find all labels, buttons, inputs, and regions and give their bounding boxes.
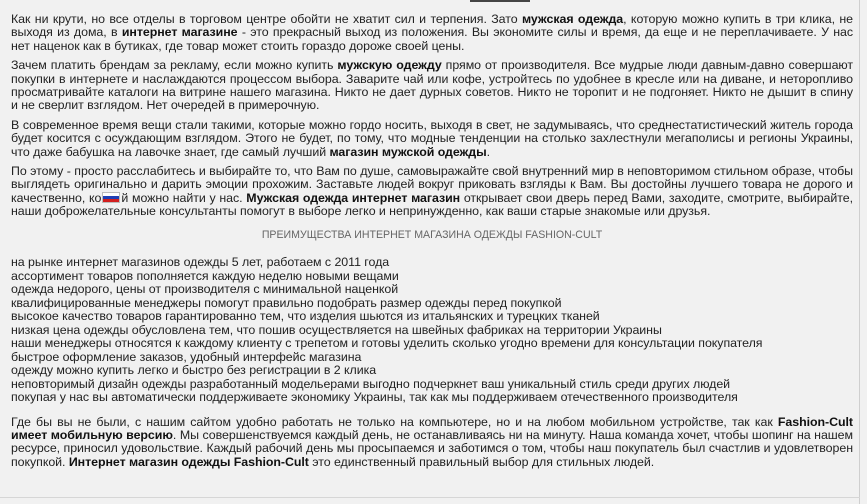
intro-paragraph-2 xyxy=(11,59,853,113)
text-span: . Мы совершенствуемся каждый день, не останавливаясь ни на минуту. Наша команда хочет, чтобы шопинг на нашем ресурсе, приносил удовольствие. Каждый рабочий день мы просыпаемся и заботимся о том, чтобы наш покупатель был счастлив и удовлетворен покупкой. xyxy=(11,428,853,469)
text-span: В современное время вещи стали такими, которые можно гордо носить, выходя в свет, не задумываясь, что среднестатистический житель города будет косится с осуждающим взглядом. Этого не будет, по тому, что модные тенденции на столько захлестнули мегаполисы и регионы Украины, что даже бабушка на лавочке знает, где самый лучший xyxy=(11,117,853,159)
list-item: наши менеджеры относятся к каждому клиенту с трепетом и готовы уделить сколько угодно времени для консультации покупателя xyxy=(11,336,763,351)
features-list xyxy=(11,256,853,405)
bold-keyword: интернет магазине xyxy=(121,25,238,40)
text-span: это единственный правильный выбор для стильных людей. xyxy=(308,454,655,469)
closing-paragraph xyxy=(11,416,853,470)
seo-article xyxy=(11,13,853,475)
list-item: неповторимый дизайн одежды разработанный модельерами выгодно подчеркнет ваш уникальный стиль среди других людей xyxy=(11,376,731,391)
intro-paragraph-1 xyxy=(11,13,853,53)
text-span: . xyxy=(486,144,491,159)
bottom-divider xyxy=(0,497,860,498)
text-span: й можно найти у нас. xyxy=(121,190,247,205)
text-span: прямо от производителя. Все мудрые люди давным-давно совершают покупки в интернете и наслаждаются процессом выбора. Заварите чай или кофе, устройтесь по удобнее в кресле или на диване, и неторопливо просматривайте каталоги на витрине нашего магазина. Никто не дает дурных советов. Никто не торопит и не подгоняет. Никто не дышит в спину и не сверлит взглядом. Нет очередей в примерочную. xyxy=(11,58,854,113)
text-span: Зачем платить брендам за рекламу, если можно купить xyxy=(11,58,338,73)
list-item: покупая у нас вы автоматически поддерживаете экономику Украины, так как мы поддерживаем отечественного производителя xyxy=(11,390,738,405)
clipped-heading-fragment xyxy=(470,0,530,2)
bold-keyword: мужская одежда xyxy=(521,12,624,26)
list-item: ассортимент товаров пополняется каждую неделю новыми вещами xyxy=(11,268,399,283)
list-item: квалифицированные менеджеры помогут правильно подобрать размер одежды перед покупкой xyxy=(11,295,562,310)
bold-keyword: мужскую одежду xyxy=(337,58,442,73)
bold-keyword: Fashion-Cult имеет мобильную версию xyxy=(11,414,853,442)
list-item: низкая цена одежды обусловлена тем, что пошив осуществляется на швейных фабриках на территории Украины xyxy=(11,322,662,337)
text-span: открывает свои дверь перед Вами, заходите, смотрите, выбирайте, наши доброжелательные консультанты помогут в выборе легко и непринужденно, как ваши старые знакомые или друзья. xyxy=(11,190,853,219)
text-span: - это прекрасный выход из положения. Вы экономите силы и время, да еще и не переплачиваете. У нас нет наценок как в бутиках, где товар может стоить гораздо дороже своей цены. xyxy=(11,25,854,53)
list-item: на рынке интернет магазинов одежды 5 лет, работаем с 2011 года xyxy=(11,255,390,270)
list-item: быстрое оформление заказов, удобный интерфейс магазина xyxy=(11,349,362,364)
intro-paragraph-4 xyxy=(11,165,853,219)
text-span: Где бы вы не были, с нашим сайтом удобно работать не только на компьютере, но и на любом мобильном устройстве, так как xyxy=(11,414,778,429)
bold-keyword: Интернет магазин одежды Fashion-Cult xyxy=(68,454,309,469)
bold-keyword: Мужская одежда интернет магазин xyxy=(246,190,461,205)
list-item: высокое качество товаров гарантированно тем, что изделия шьются из итальянских и турецких тканей xyxy=(11,309,600,324)
text-span: , которую можно купить в три клика, не выходя из дома, в xyxy=(11,12,854,40)
list-item: одежду можно купить легко и быстро без регистрации в 2 клика xyxy=(11,363,377,378)
list-item: одежда недорого, цены от производителя с минимальной наценкой xyxy=(11,282,399,297)
features-heading: ПРЕИМУЩЕСТВА ИНТЕРНЕТ МАГАЗИНА ОДЕЖДЫ FASHION-CULT xyxy=(261,228,603,241)
text-span: Как ни крути, но все отделы в торговом центре обойти не хватит сил и терпения. Зато xyxy=(11,12,522,26)
intro-paragraph-3 xyxy=(11,119,853,159)
bold-keyword: магазин мужской одежды xyxy=(329,144,487,159)
russia-flag-icon xyxy=(102,192,120,203)
text-span: По этому - просто расслабитесь и выбирайте то, что Вам по душе, самовыражайте свой внутренний мир в неповторимом стильном образе, чтобы выглядеть оригинально и дарить эмоции прохожим. Заставьте людей вокруг приковать взгляды к Вам. Вы достойны лучшего товара не дорого и качественно, ко xyxy=(11,164,853,205)
